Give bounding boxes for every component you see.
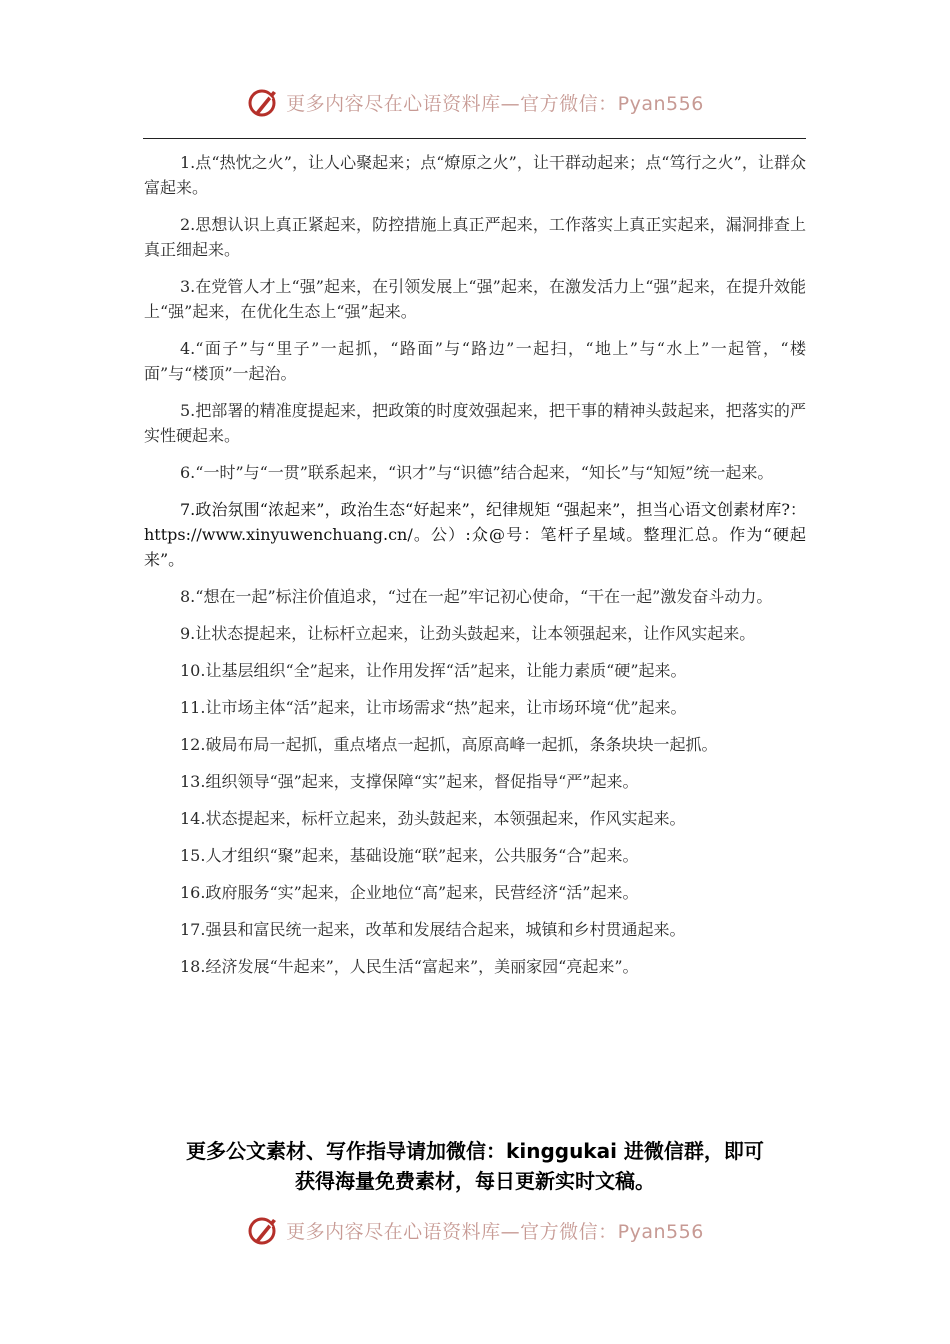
footer-banner-text: 更多内容尽在心语资料库—官方微信：Pyan556 [286, 1220, 704, 1243]
paragraph-5: 5.把部署的精准度提起来，把政策的时度效强起来，把干事的精神头鼓起来，把落实的严实性硬起来。 [144, 401, 806, 445]
paragraph-18: 18.经济发展“牛起来”，人民生活“富起来”，美丽家园“亮起来”。 [180, 957, 639, 976]
paragraph-13: 13.组织领导“强”起来，支撑保障“实”起来，督促指导“严”起来。 [180, 772, 639, 791]
paragraph-10: 10.让基层组织“全”起来，让作用发挥“活”起来，让能力素质“硬”起来。 [180, 661, 687, 680]
header-divider [143, 138, 806, 139]
paragraph-7: 7.政治氛围“浓起来”，政治生态“好起来”，纪律规矩 “强起来”，担当心语文创素材库?：https://www.xinyuwenchuang.cn/。公）:众@号：笔杆子星域。整理汇总。作为“硬起来”。 [144, 500, 806, 569]
paragraph-11: 11.让市场主体“活”起来，让市场需求“热”起来，让市场环境“优”起来。 [180, 698, 687, 717]
paragraph-3: 3.在党管人才上“强”起来，在引领发展上“强”起来，在激发活力上“强”起来，在提升效能上“强”起来，在优化生态上“强”起来。 [144, 277, 806, 321]
paragraph-6: 6.“一时”与“一贯”联系起来，“识才”与“识德”结合起来，“知长”与“知短”统一起来。 [180, 463, 774, 482]
quill-pen-logo-icon [246, 85, 280, 119]
paragraph-15: 15.人才组织“聚”起来，基础设施“联”起来，公共服务“合”起来。 [180, 846, 639, 865]
paragraph-14: 14.状态提起来，标杆立起来，劲头鼓起来，本领强起来，作风实起来。 [180, 809, 686, 828]
paragraph-8: 8.“想在一起”标注价值追求，“过在一起”牢记初心使命，“干在一起”激发奋斗动力。 [180, 587, 773, 606]
header-banner [0, 82, 950, 122]
paragraph-1: 1.点“热忱之火”，让人心聚起来；点“燎原之火”，让干群动起来；点“笃行之火”，让群众富起来。 [144, 153, 806, 197]
footer-banner [0, 1210, 950, 1250]
footer-promo-line-1: 更多公文素材、写作指导请加微信：kinggukai 进微信群，即可 [186, 1139, 764, 1163]
header-banner-text: 更多内容尽在心语资料库—官方微信：Pyan556 [286, 92, 704, 115]
paragraph-9: 9.让状态提起来，让标杆立起来，让劲头鼓起来，让本领强起来，让作风实起来。 [180, 624, 756, 643]
document-body [144, 150, 806, 991]
paragraph-16: 16.政府服务“实”起来，企业地位“高”起来，民营经济“活”起来。 [180, 883, 639, 902]
footer-promo [0, 1136, 950, 1196]
quill-pen-logo-icon [246, 1213, 280, 1247]
paragraph-4: 4.“面子”与“里子”一起抓，“路面”与“路边”一起扫，“地上”与“水上”一起管，“楼面”与“楼顶”一起治。 [144, 339, 806, 383]
footer-promo-line-2: 获得海量免费素材，每日更新实时文稿。 [295, 1169, 655, 1193]
paragraph-12: 12.破局布局一起抓，重点堵点一起抓，高原高峰一起抓，条条块块一起抓。 [180, 735, 718, 754]
paragraph-2: 2.思想认识上真正紧起来，防控措施上真正严起来，工作落实上真正实起来，漏洞排查上真正细起来。 [144, 215, 806, 259]
paragraph-17: 17.强县和富民统一起来，改革和发展结合起来，城镇和乡村贯通起来。 [180, 920, 686, 939]
